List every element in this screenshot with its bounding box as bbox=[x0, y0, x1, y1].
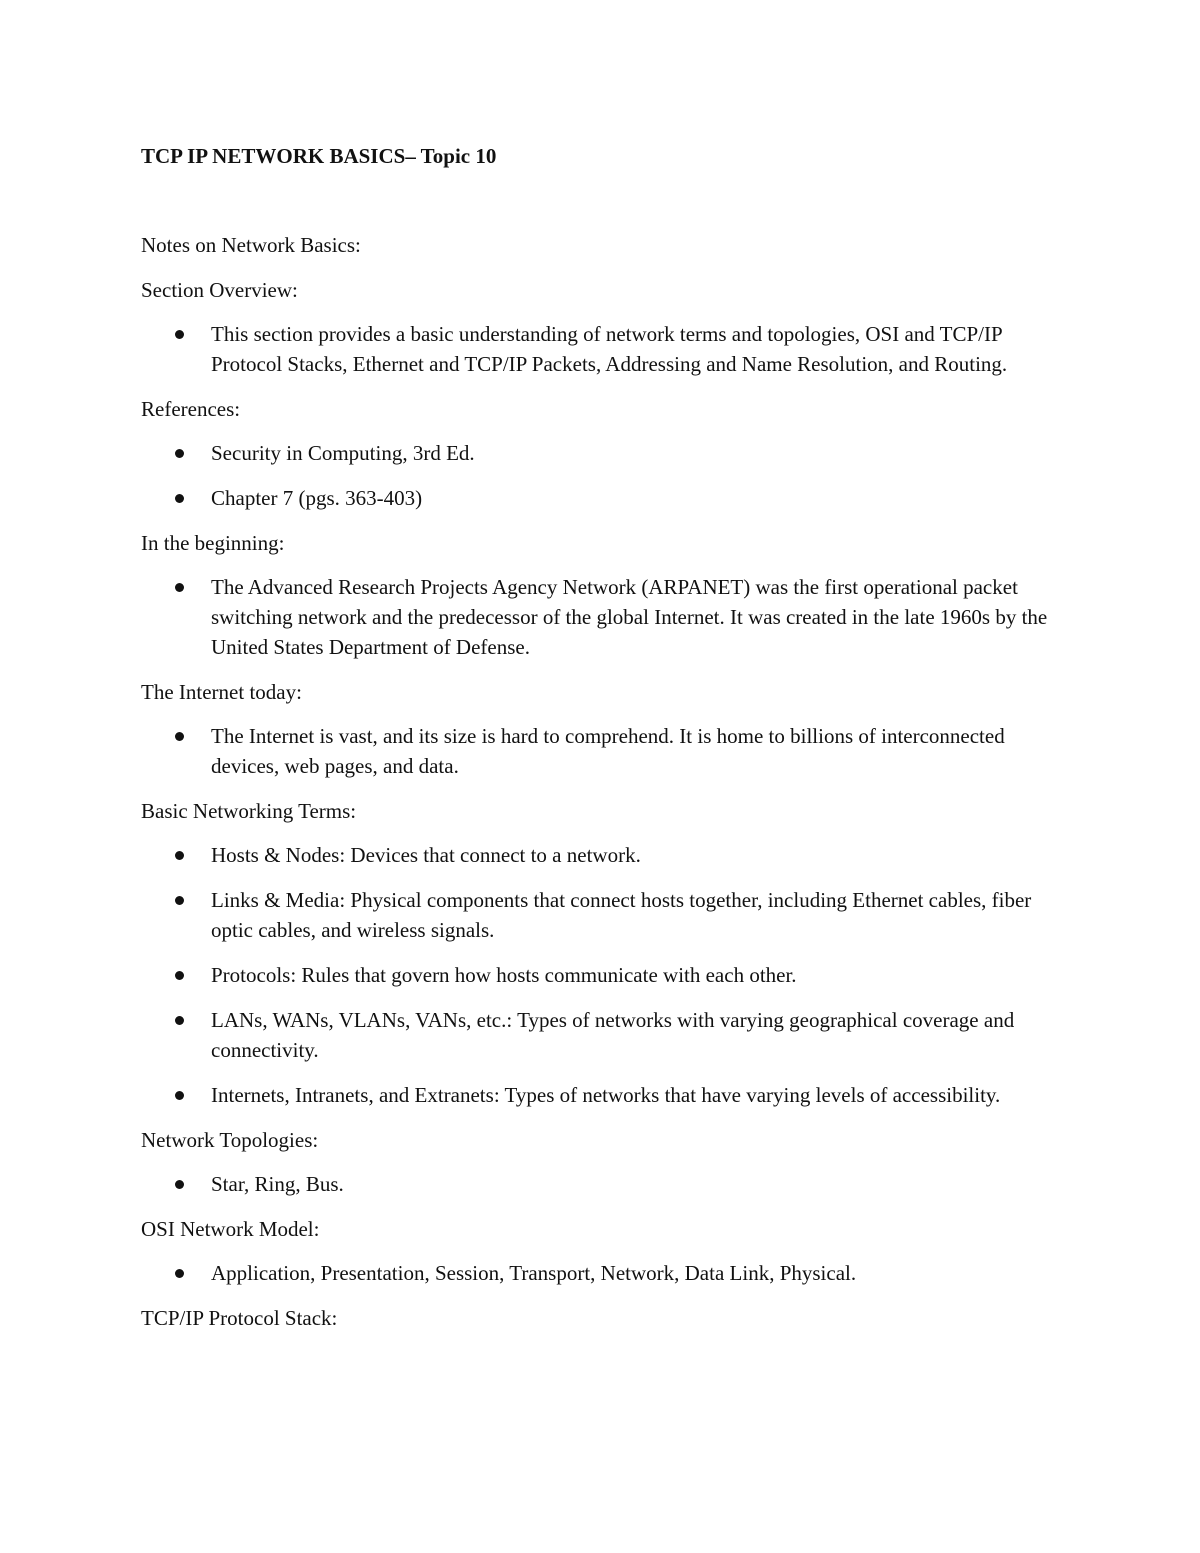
bullet-dot-icon bbox=[175, 896, 184, 905]
bullet-dot-icon bbox=[175, 1016, 184, 1025]
bullet-item bbox=[141, 885, 1071, 945]
bullet-item bbox=[141, 572, 1071, 662]
bullet-item bbox=[141, 1169, 1071, 1199]
document-body bbox=[141, 230, 1071, 1333]
bullet-text: Star, Ring, Bus. bbox=[211, 1172, 344, 1196]
bullet-text: Internets, Intranets, and Extranets: Types of networks that have varying levels of accessibility. bbox=[211, 1083, 1001, 1107]
bullet-item bbox=[141, 840, 1071, 870]
bullet-item bbox=[141, 319, 1071, 379]
bullet-text: LANs, WANs, VLANs, VANs, etc.: Types of networks with varying geographical coverage and connectivity. bbox=[211, 1008, 1015, 1062]
bullet-dot-icon bbox=[175, 1269, 184, 1278]
section-heading: OSI Network Model: bbox=[141, 1217, 320, 1241]
section-heading: References: bbox=[141, 397, 241, 421]
bullet-list bbox=[141, 319, 1071, 379]
bullet-list bbox=[141, 572, 1071, 662]
bullet-dot-icon bbox=[175, 449, 184, 458]
bullet-list bbox=[141, 1258, 1071, 1288]
bullet-text: Links & Media: Physical components that connect hosts together, including Ethernet cables, fiber optic cables, and wireless signals. bbox=[211, 888, 1032, 942]
bullet-list bbox=[141, 840, 1071, 1110]
section-heading: The Internet today: bbox=[141, 680, 302, 704]
bullet-list bbox=[141, 1169, 1071, 1199]
bullet-list bbox=[141, 438, 1071, 513]
bullet-list bbox=[141, 721, 1071, 781]
bullet-text: Application, Presentation, Session, Transport, Network, Data Link, Physical. bbox=[211, 1261, 857, 1285]
section-heading: Section Overview: bbox=[141, 278, 298, 302]
bullet-item bbox=[141, 438, 1071, 468]
section-heading: Basic Networking Terms: bbox=[141, 799, 357, 823]
section-heading: Network Topologies: bbox=[141, 1128, 319, 1152]
bullet-dot-icon bbox=[175, 1180, 184, 1189]
bullet-item bbox=[141, 721, 1071, 781]
bullet-dot-icon bbox=[175, 732, 184, 741]
bullet-item bbox=[141, 1258, 1071, 1288]
bullet-dot-icon bbox=[175, 971, 184, 980]
bullet-text: Chapter 7 (pgs. 363-403) bbox=[211, 486, 423, 510]
bullet-text: Hosts & Nodes: Devices that connect to a network. bbox=[211, 843, 641, 867]
bullet-text: The Internet is vast, and its size is hard to comprehend. It is home to billions of interconnected devices, web pages, and data. bbox=[211, 724, 1005, 778]
bullet-text: The Advanced Research Projects Agency Network (ARPANET) was the first operational packet switching network and the predecessor of the global Internet. It was created in the late 1960s by the United States Department of Defense. bbox=[211, 575, 1048, 659]
document-page bbox=[141, 140, 1071, 1333]
bullet-item bbox=[141, 960, 1071, 990]
bullet-dot-icon bbox=[175, 583, 184, 592]
bullet-item bbox=[141, 483, 1071, 513]
bullet-dot-icon bbox=[175, 1091, 184, 1100]
bullet-dot-icon bbox=[175, 330, 184, 339]
bullet-text: This section provides a basic understanding of network terms and topologies, OSI and TCP/IP Protocol Stacks, Ethernet and TCP/IP Packets, Addressing and Name Resolution, and Routing. bbox=[211, 322, 1008, 376]
document-title: TCP IP NETWORK BASICS– Topic 10 bbox=[141, 144, 497, 168]
bullet-dot-icon bbox=[175, 851, 184, 860]
bullet-item bbox=[141, 1080, 1071, 1110]
bullet-item bbox=[141, 1005, 1071, 1065]
bullet-dot-icon bbox=[175, 494, 184, 503]
bullet-text: Security in Computing, 3rd Ed. bbox=[211, 441, 475, 465]
section-heading: Notes on Network Basics: bbox=[141, 233, 361, 257]
bullet-text: Protocols: Rules that govern how hosts communicate with each other. bbox=[211, 963, 797, 987]
section-heading: TCP/IP Protocol Stack: bbox=[141, 1306, 338, 1330]
section-heading: In the beginning: bbox=[141, 531, 285, 555]
